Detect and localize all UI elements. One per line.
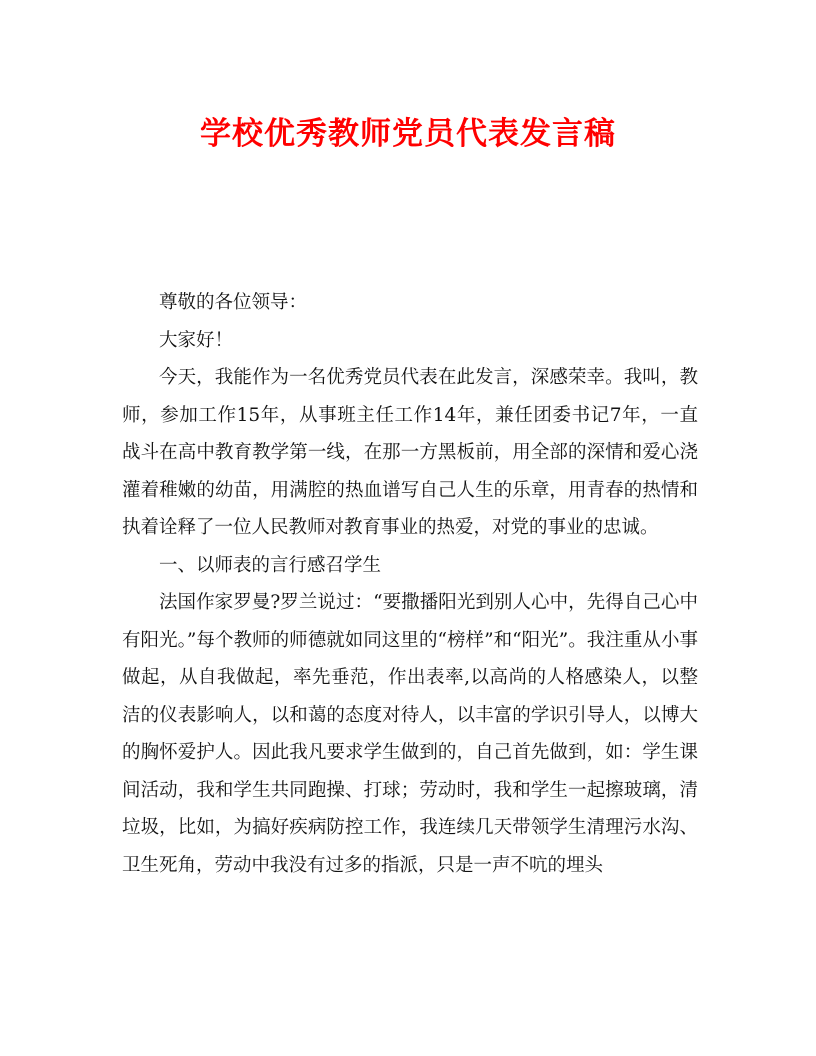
document-title: 学校优秀教师党员代表发言稿 <box>200 116 616 152</box>
document-body <box>122 284 698 884</box>
paragraph-intro: 今天，我能作为一名优秀党员代表在此发言，深感荣幸。我叫，教师，参加工作15年，从事班主任工作14年，兼任团委书记7年，一直战斗在高中教育教学第一线，在那一方黑板前，用全部的深情和爱心浇灌着稚嫩的幼苗，用满腔的热血谱写自己人生的乐章，用青春的热情和执着诠释了一位人民教师对教育事业的热爱，对党的事业的忠诚。 <box>122 367 698 538</box>
section-heading: 一、以师表的言行感召学生 <box>159 554 382 576</box>
greeting: 大家好！ <box>159 329 234 351</box>
salutation: 尊敬的各位领导： <box>159 292 308 313</box>
paragraph-section-one: 法国作家罗曼?罗兰说过：“要撒播阳光到别人心中，先得自己心中有阳光。”每个教师的师德就如同这里的“榜样”和“阳光”。我注重从小事做起，从自我做起，率先垂范，作出表率,以高尚的人格感染人，以整洁的仪表影响人，以和蔼的态度对待人，以丰富的学识引导人，以博大的胸怀爱护人。因此我凡要求学生做到的，自己首先做到，如：学生课间活动，我和学生共同跑操、打球；劳动时，我和学生一起擦玻璃，清垃圾，比如，为搞好疾病防控工作，我连续几天带领学生清理污水沟、卫生死角，劳动中我没有过多的指派，只是一声不吭的埋头 <box>122 592 698 876</box>
